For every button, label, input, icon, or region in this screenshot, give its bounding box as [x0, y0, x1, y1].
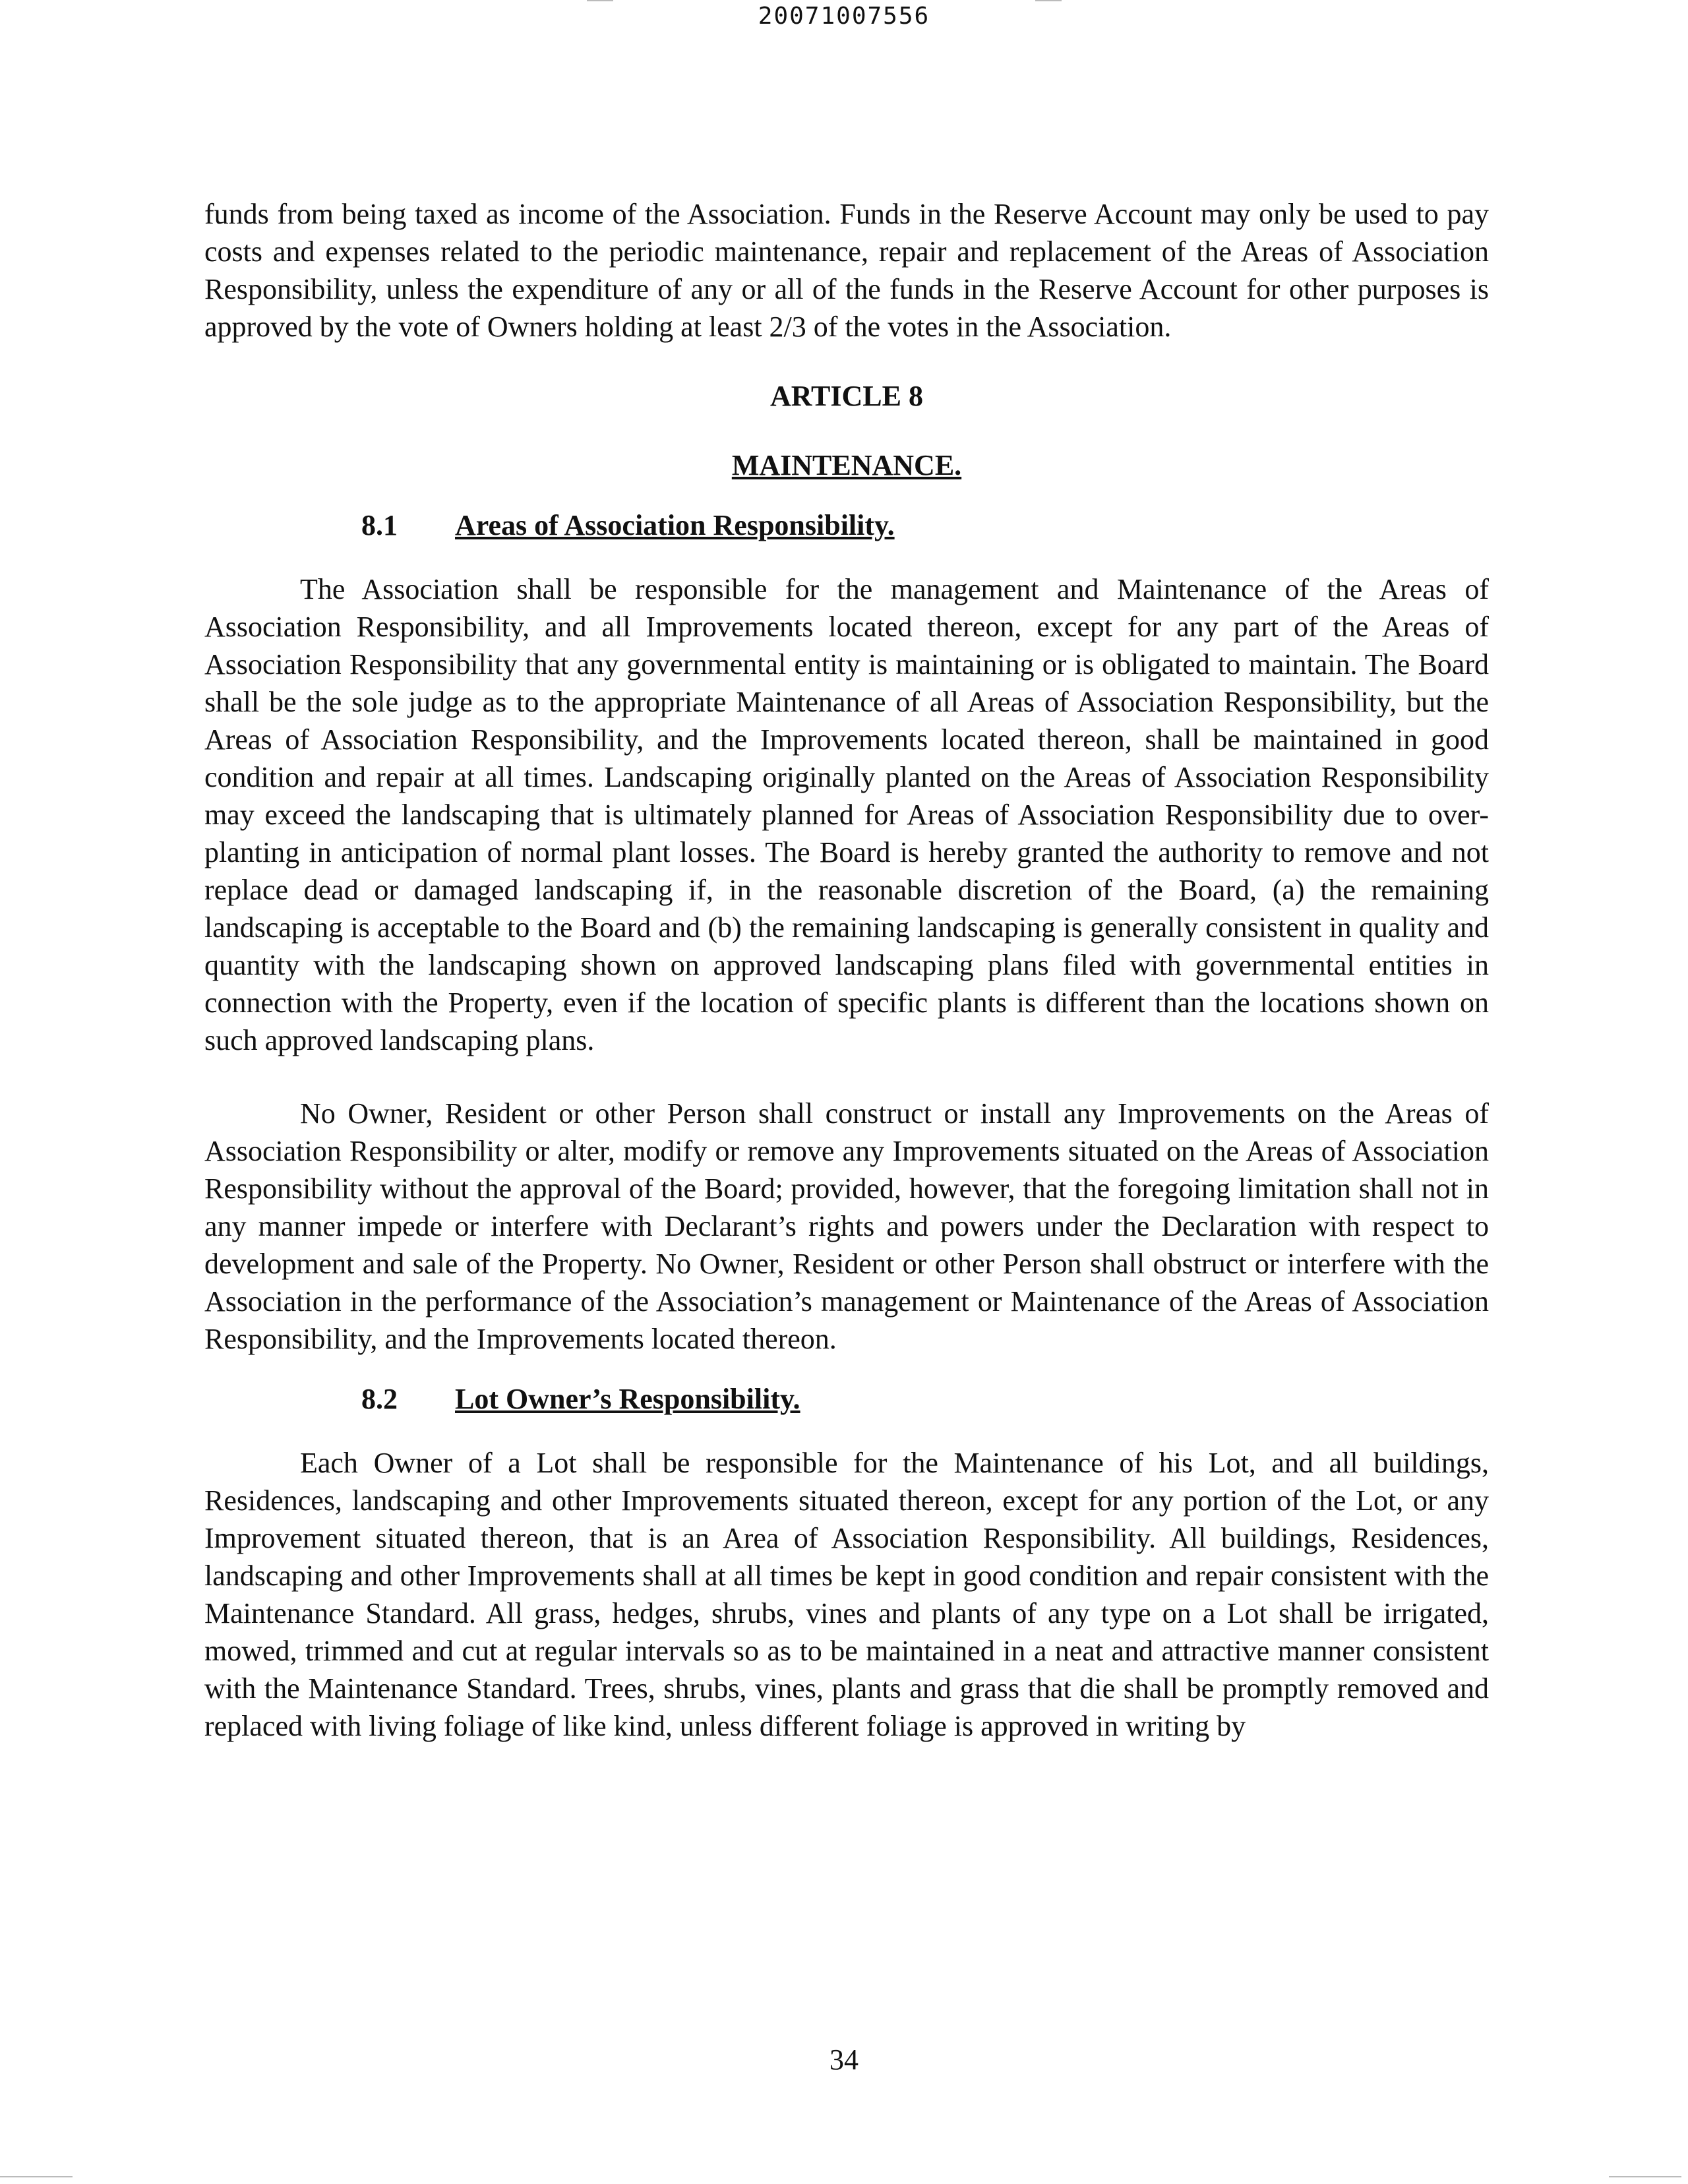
section-8-1-heading — [204, 506, 1489, 544]
scan-artifact-bottom-left — [0, 2176, 73, 2177]
document-number: 20071007556 — [758, 3, 930, 30]
page-number: 34 — [829, 2044, 859, 2076]
article-heading: ARTICLE 8 — [770, 380, 923, 412]
section-number: 8.2 — [361, 1383, 398, 1415]
section-8-2-paragraph-1: Each Owner of a Lot shall be responsible for the Maintenance of his Lot, and all buildings, Residences, landscaping and other Improvements situated thereon, except for any portion of the Lot, or any Improvement situated thereon, that is an Area of Association Responsibility. All buildings, Residences, landscaping and other Improvements shall at all times be kept in good condition and repair consistent with the Maintenance Standard. All grass, hedges, shrubs, vines and plants of any type on a Lot shall be irrigated, mowed, trimmed and cut at regular intervals so as to be maintained in a neat and attractive manner consistent with the Maintenance Standard. Trees, shrubs, vines, plants and grass that die shall be promptly removed and replaced with living foliage of like kind, unless different foliage is approved in writing by — [204, 1447, 1489, 1742]
article-title: MAINTENANCE. — [731, 449, 962, 481]
scan-artifact-top-right — [1035, 0, 1062, 1]
intro-paragraph: funds from being taxed as income of the Association. Funds in the Reserve Account may only be used to pay costs and expenses related to the periodic maintenance, repair and replacement of the Areas of Association Responsibility, unless the expenditure of any or all of the funds in the Reserve Account for other purposes is approved by the vote of Owners holding at least 2/3 of the votes in the Association. — [204, 198, 1489, 343]
scan-artifact-bottom-right — [1609, 2176, 1681, 2177]
scan-artifact-top-left — [587, 0, 613, 1]
section-title: Lot Owner’s Responsibility. — [455, 1383, 800, 1415]
page-body — [204, 195, 1489, 1745]
section-8-2-heading — [204, 1380, 1489, 1418]
section-number: 8.1 — [361, 509, 398, 541]
section-8-1-paragraph-2: No Owner, Resident or other Person shall construct or install any Improvements on the Areas of Association Responsibility or alter, modify or remove any Improvements situated on the Areas of Association Responsibility without the approval of the Board; provided, however, that the foregoing limitation shall not in any manner impede or interfere with Declarant’s rights and powers under the Declaration with respect to development and sale of the Property. No Owner, Resident or other Person shall obstruct or interfere with the Association in the performance of the Association’s management or Maintenance of the Areas of Association Responsibility, and the Improvements located thereon. — [204, 1097, 1489, 1355]
section-title: Areas of Association Responsibility. — [455, 509, 895, 541]
section-8-1-paragraph-1: The Association shall be responsible for the management and Maintenance of the Areas of Association Responsibility, and all Improvements located thereon, except for any part of the Areas of Association Responsibility that any governmental entity is maintaining or is obligated to maintain. The Board shall be the sole judge as to the appropriate Maintenance of all Areas of Association Responsibility, but the Areas of Association Responsibility, and the Improvements located thereon, shall be maintained in good condition and repair at all times. Landscaping originally planted on the Areas of Association Responsibility may exceed the landscaping that is ultimately planned for Areas of Association Responsibility due to over-planting in anticipation of normal plant losses. The Board is hereby granted the authority to remove and not replace dead or damaged landscaping if, in the reasonable discretion of the Board, (a) the remaining landscaping is acceptable to the Board and (b) the remaining landscaping is generally consistent in quality and quantity with the landscaping shown on approved landscaping plans filed with governmental entities in connection with the Property, even if the location of specific plants is different than the locations shown on such approved landscaping plans. — [204, 573, 1489, 1056]
